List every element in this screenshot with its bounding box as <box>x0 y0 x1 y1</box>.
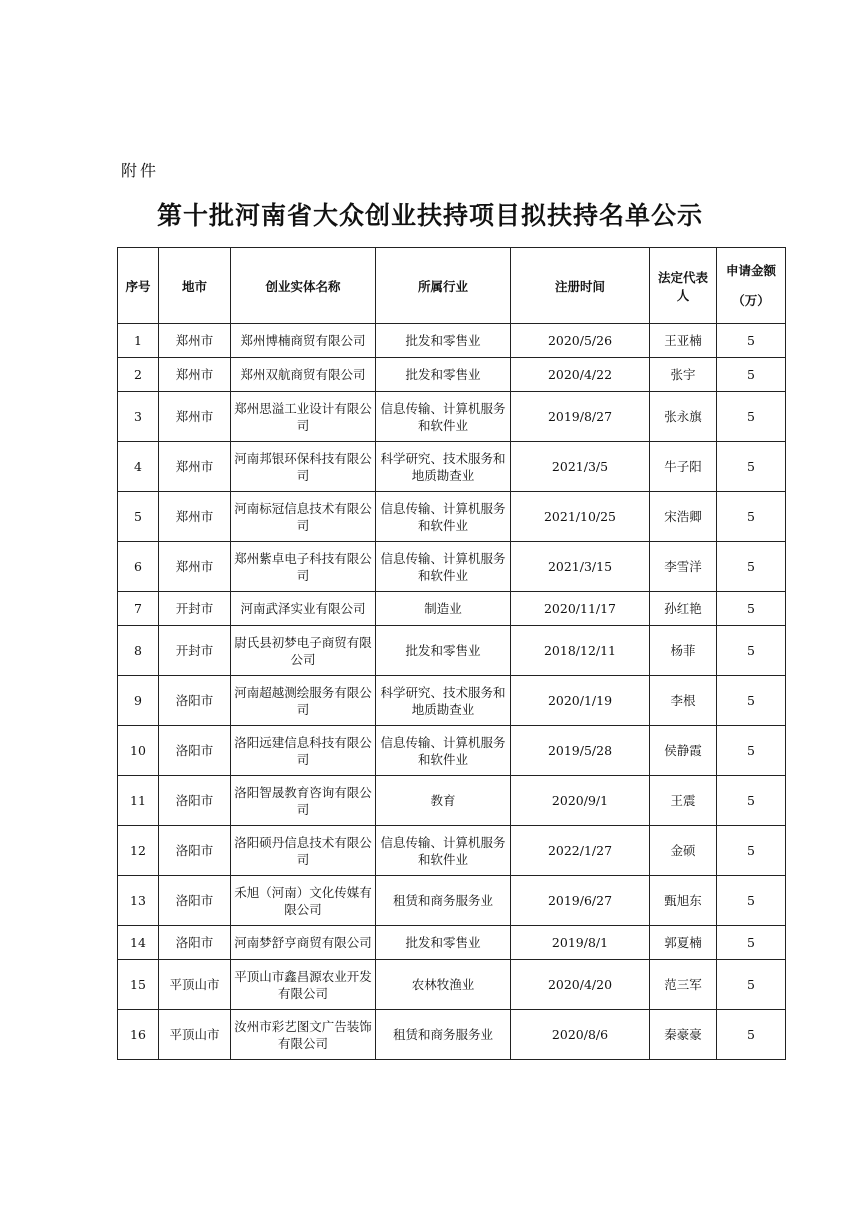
cell-legal-rep: 孙红艳 <box>650 592 717 626</box>
cell-entity: 河南超越测绘服务有限公司 <box>231 676 376 726</box>
header-reg-date: 注册时间 <box>511 248 650 324</box>
header-legal-rep: 法定代表人 <box>650 248 717 324</box>
header-entity: 创业实体名称 <box>231 248 376 324</box>
cell-seq: 14 <box>118 926 159 960</box>
subsidy-list-table <box>117 247 786 1060</box>
cell-reg-date: 2020/4/20 <box>511 960 650 1010</box>
table-row <box>118 626 786 676</box>
cell-legal-rep: 王震 <box>650 776 717 826</box>
cell-seq: 4 <box>118 442 159 492</box>
cell-amount: 5 <box>717 592 786 626</box>
cell-amount: 5 <box>717 492 786 542</box>
cell-seq: 5 <box>118 492 159 542</box>
cell-industry: 信息传输、计算机服务和软件业 <box>376 726 511 776</box>
cell-legal-rep: 杨菲 <box>650 626 717 676</box>
cell-seq: 2 <box>118 358 159 392</box>
cell-city: 洛阳市 <box>159 926 231 960</box>
cell-amount: 5 <box>717 442 786 492</box>
cell-entity: 河南标冠信息技术有限公司 <box>231 492 376 542</box>
cell-reg-date: 2019/8/27 <box>511 392 650 442</box>
cell-amount: 5 <box>717 726 786 776</box>
cell-city: 开封市 <box>159 592 231 626</box>
attachment-label: 附件 <box>121 161 160 180</box>
cell-city: 洛阳市 <box>159 726 231 776</box>
cell-industry: 租赁和商务服务业 <box>376 876 511 926</box>
cell-legal-rep: 王亚楠 <box>650 324 717 358</box>
cell-reg-date: 2020/4/22 <box>511 358 650 392</box>
cell-entity: 尉氏县初梦电子商贸有限公司 <box>231 626 376 676</box>
cell-reg-date: 2019/8/1 <box>511 926 650 960</box>
cell-city: 郑州市 <box>159 442 231 492</box>
cell-industry: 信息传输、计算机服务和软件业 <box>376 542 511 592</box>
cell-reg-date: 2020/1/19 <box>511 676 650 726</box>
header-amount-line1: 申请金额 <box>725 262 776 278</box>
header-amount-line2: （万） <box>732 292 770 308</box>
cell-reg-date: 2019/6/27 <box>511 876 650 926</box>
cell-industry: 科学研究、技术服务和地质勘查业 <box>376 676 511 726</box>
cell-seq: 15 <box>118 960 159 1010</box>
cell-entity: 郑州博楠商贸有限公司 <box>231 324 376 358</box>
cell-legal-rep: 牛子阳 <box>650 442 717 492</box>
cell-seq: 12 <box>118 826 159 876</box>
cell-legal-rep: 范三军 <box>650 960 717 1010</box>
table-row <box>118 926 786 960</box>
cell-legal-rep: 甄旭东 <box>650 876 717 926</box>
cell-legal-rep: 宋浩卿 <box>650 492 717 542</box>
cell-amount: 5 <box>717 626 786 676</box>
cell-entity: 洛阳硕丹信息技术有限公司 <box>231 826 376 876</box>
cell-amount: 5 <box>717 324 786 358</box>
cell-city: 平顶山市 <box>159 1010 231 1060</box>
table-row <box>118 442 786 492</box>
cell-city: 洛阳市 <box>159 826 231 876</box>
cell-industry: 信息传输、计算机服务和软件业 <box>376 826 511 876</box>
cell-legal-rep: 张永旗 <box>650 392 717 442</box>
cell-industry: 租赁和商务服务业 <box>376 1010 511 1060</box>
table-header-row <box>118 248 786 324</box>
cell-city: 郑州市 <box>159 492 231 542</box>
cell-entity: 郑州双航商贸有限公司 <box>231 358 376 392</box>
cell-city: 洛阳市 <box>159 876 231 926</box>
cell-city: 洛阳市 <box>159 676 231 726</box>
table-row <box>118 960 786 1010</box>
cell-city: 郑州市 <box>159 542 231 592</box>
page-title: 第十批河南省大众创业扶持项目拟扶持名单公示 <box>156 201 703 230</box>
cell-seq: 1 <box>118 324 159 358</box>
cell-seq: 16 <box>118 1010 159 1060</box>
cell-entity: 河南梦舒亨商贸有限公司 <box>231 926 376 960</box>
cell-amount: 5 <box>717 676 786 726</box>
cell-industry: 科学研究、技术服务和地质勘查业 <box>376 442 511 492</box>
cell-reg-date: 2020/9/1 <box>511 776 650 826</box>
header-city: 地市 <box>159 248 231 324</box>
cell-city: 平顶山市 <box>159 960 231 1010</box>
header-seq: 序号 <box>118 248 159 324</box>
cell-industry: 批发和零售业 <box>376 626 511 676</box>
table-row <box>118 392 786 442</box>
cell-reg-date: 2021/10/25 <box>511 492 650 542</box>
cell-legal-rep: 金硕 <box>650 826 717 876</box>
cell-industry: 制造业 <box>376 592 511 626</box>
cell-amount: 5 <box>717 776 786 826</box>
cell-amount: 5 <box>717 542 786 592</box>
cell-entity: 汝州市彩艺图文广告装饰有限公司 <box>231 1010 376 1060</box>
cell-industry: 信息传输、计算机服务和软件业 <box>376 392 511 442</box>
cell-entity: 洛阳远建信息科技有限公司 <box>231 726 376 776</box>
cell-seq: 10 <box>118 726 159 776</box>
table-row <box>118 542 786 592</box>
cell-industry: 批发和零售业 <box>376 926 511 960</box>
cell-amount: 5 <box>717 926 786 960</box>
cell-city: 郑州市 <box>159 358 231 392</box>
cell-legal-rep: 张宇 <box>650 358 717 392</box>
header-amount <box>717 248 786 324</box>
table-row <box>118 676 786 726</box>
cell-entity: 河南武泽实业有限公司 <box>231 592 376 626</box>
cell-legal-rep: 李根 <box>650 676 717 726</box>
cell-reg-date: 2021/3/15 <box>511 542 650 592</box>
cell-seq: 8 <box>118 626 159 676</box>
cell-city: 郑州市 <box>159 392 231 442</box>
cell-industry: 批发和零售业 <box>376 324 511 358</box>
cell-city: 开封市 <box>159 626 231 676</box>
cell-seq: 13 <box>118 876 159 926</box>
cell-reg-date: 2019/5/28 <box>511 726 650 776</box>
cell-legal-rep: 李雪洋 <box>650 542 717 592</box>
cell-industry: 教育 <box>376 776 511 826</box>
cell-seq: 7 <box>118 592 159 626</box>
cell-seq: 11 <box>118 776 159 826</box>
cell-legal-rep: 侯静霞 <box>650 726 717 776</box>
table-row <box>118 726 786 776</box>
cell-entity: 禾旭（河南）文化传媒有限公司 <box>231 876 376 926</box>
cell-reg-date: 2022/1/27 <box>511 826 650 876</box>
cell-seq: 9 <box>118 676 159 726</box>
cell-amount: 5 <box>717 392 786 442</box>
cell-legal-rep: 郭夏楠 <box>650 926 717 960</box>
cell-reg-date: 2020/8/6 <box>511 1010 650 1060</box>
cell-entity: 洛阳智晟教育咨询有限公司 <box>231 776 376 826</box>
cell-entity: 郑州思溢工业设计有限公司 <box>231 392 376 442</box>
table-row <box>118 776 786 826</box>
cell-reg-date: 2020/5/26 <box>511 324 650 358</box>
cell-legal-rep: 秦豪豪 <box>650 1010 717 1060</box>
cell-city: 洛阳市 <box>159 776 231 826</box>
table-row <box>118 592 786 626</box>
cell-amount: 5 <box>717 826 786 876</box>
cell-seq: 6 <box>118 542 159 592</box>
table-row <box>118 1010 786 1060</box>
cell-amount: 5 <box>717 876 786 926</box>
table-row <box>118 826 786 876</box>
cell-amount: 5 <box>717 358 786 392</box>
cell-reg-date: 2021/3/5 <box>511 442 650 492</box>
cell-industry: 信息传输、计算机服务和软件业 <box>376 492 511 542</box>
cell-city: 郑州市 <box>159 324 231 358</box>
table-row <box>118 324 786 358</box>
cell-industry: 农林牧渔业 <box>376 960 511 1010</box>
cell-seq: 3 <box>118 392 159 442</box>
cell-industry: 批发和零售业 <box>376 358 511 392</box>
cell-entity: 河南邦银环保科技有限公司 <box>231 442 376 492</box>
header-industry: 所属行业 <box>376 248 511 324</box>
table-row <box>118 358 786 392</box>
cell-reg-date: 2018/12/11 <box>511 626 650 676</box>
table-row <box>118 876 786 926</box>
cell-amount: 5 <box>717 960 786 1010</box>
cell-amount: 5 <box>717 1010 786 1060</box>
cell-entity: 平顶山市鑫昌源农业开发有限公司 <box>231 960 376 1010</box>
cell-reg-date: 2020/11/17 <box>511 592 650 626</box>
cell-entity: 郑州紫卓电子科技有限公司 <box>231 542 376 592</box>
table-row <box>118 492 786 542</box>
